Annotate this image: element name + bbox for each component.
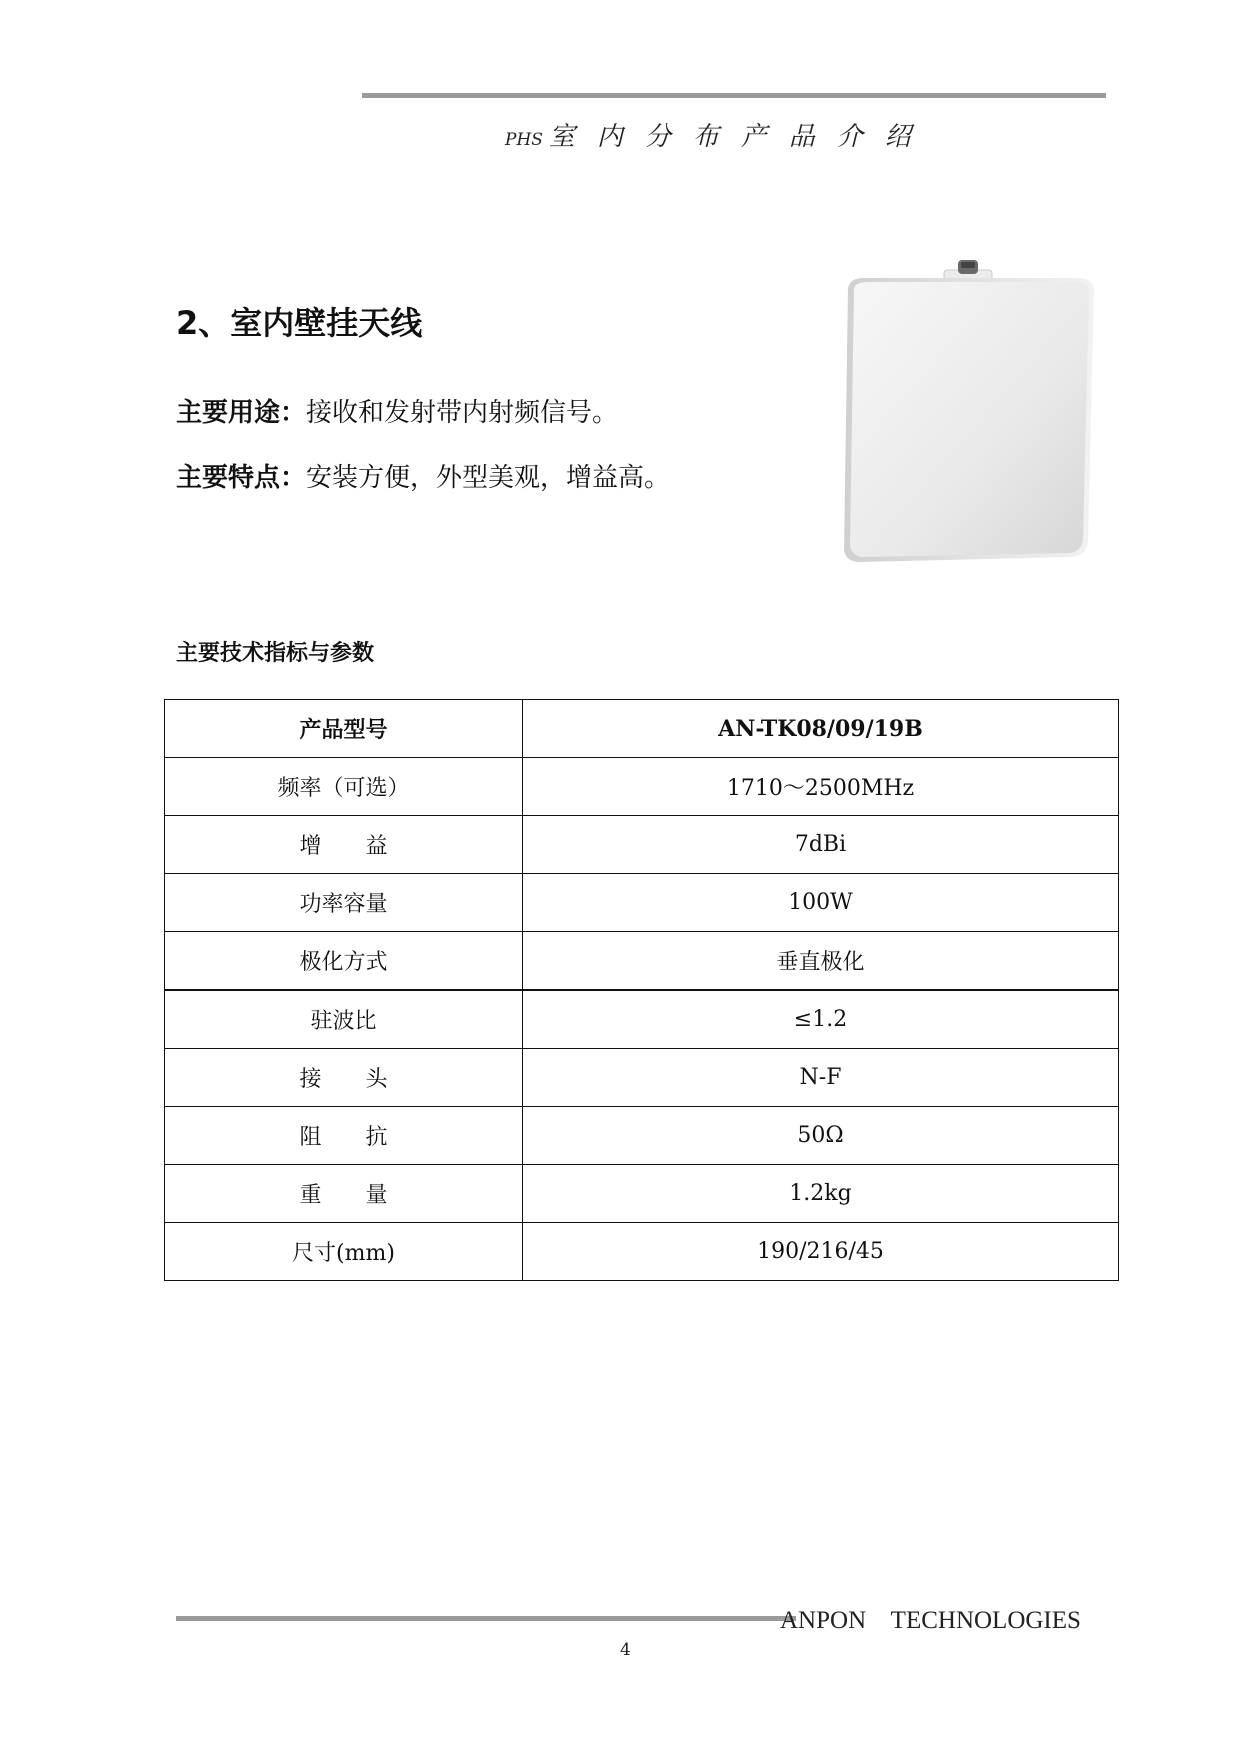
spec-table [164,699,1119,1281]
header-rule [362,93,1106,98]
antenna-product-photo [840,260,1100,570]
param-value: 50Ω [523,1107,1119,1165]
table-row [165,758,1119,816]
section-title: 2、室内壁挂天线 [176,304,423,342]
param-value: 190/216/45 [523,1223,1119,1281]
table-row [165,1165,1119,1223]
table-row [165,1223,1119,1281]
param-value: 1.2kg [523,1165,1119,1223]
param-name: 增 益 [165,816,523,874]
param-value: 7dBi [523,816,1119,874]
param-value: 1710～2500MHz [523,758,1119,816]
footer-rule [176,1616,796,1621]
table-row [165,990,1119,1049]
param-name: 尺寸(mm) [165,1223,523,1281]
param-name: 接 头 [165,1049,523,1107]
table-heading: 主要技术指标与参数 [176,641,375,666]
features-label: 主要特点： [176,463,307,493]
header [505,116,933,153]
features-line [176,457,670,494]
table-row [165,932,1119,991]
param-name: 功率容量 [165,874,523,932]
header-title: 室内分布产品介绍 [548,122,933,152]
param-name: 阻 抗 [165,1107,523,1165]
param-value: 100W [523,874,1119,932]
param-value: ≤1.2 [523,990,1119,1049]
usage-text: 接收和发射带内射频信号。 [306,398,619,428]
table-row [165,1049,1119,1107]
usage-label: 主要用途： [176,398,307,428]
param-name: 极化方式 [165,932,523,991]
header-cell-model-label: 产品型号 [165,700,523,758]
features-text: 安装方便，外型美观，增益高。 [306,463,671,493]
header-cell-model-value: AN-TK08/09/19B [523,700,1119,758]
header-brand: PHS [505,130,543,150]
param-value: N-F [523,1049,1119,1107]
usage-line [176,392,618,429]
table-header-row [165,700,1119,758]
param-value: 垂直极化 [523,932,1119,991]
table-row [165,1107,1119,1165]
param-name: 频率（可选） [165,758,523,816]
page-number: 4 [620,1640,631,1660]
footer-company: ANPON TECHNOLOGIES [780,1607,1081,1634]
param-name: 重 量 [165,1165,523,1223]
table-row [165,874,1119,932]
table-row [165,816,1119,874]
param-name: 驻波比 [165,990,523,1049]
